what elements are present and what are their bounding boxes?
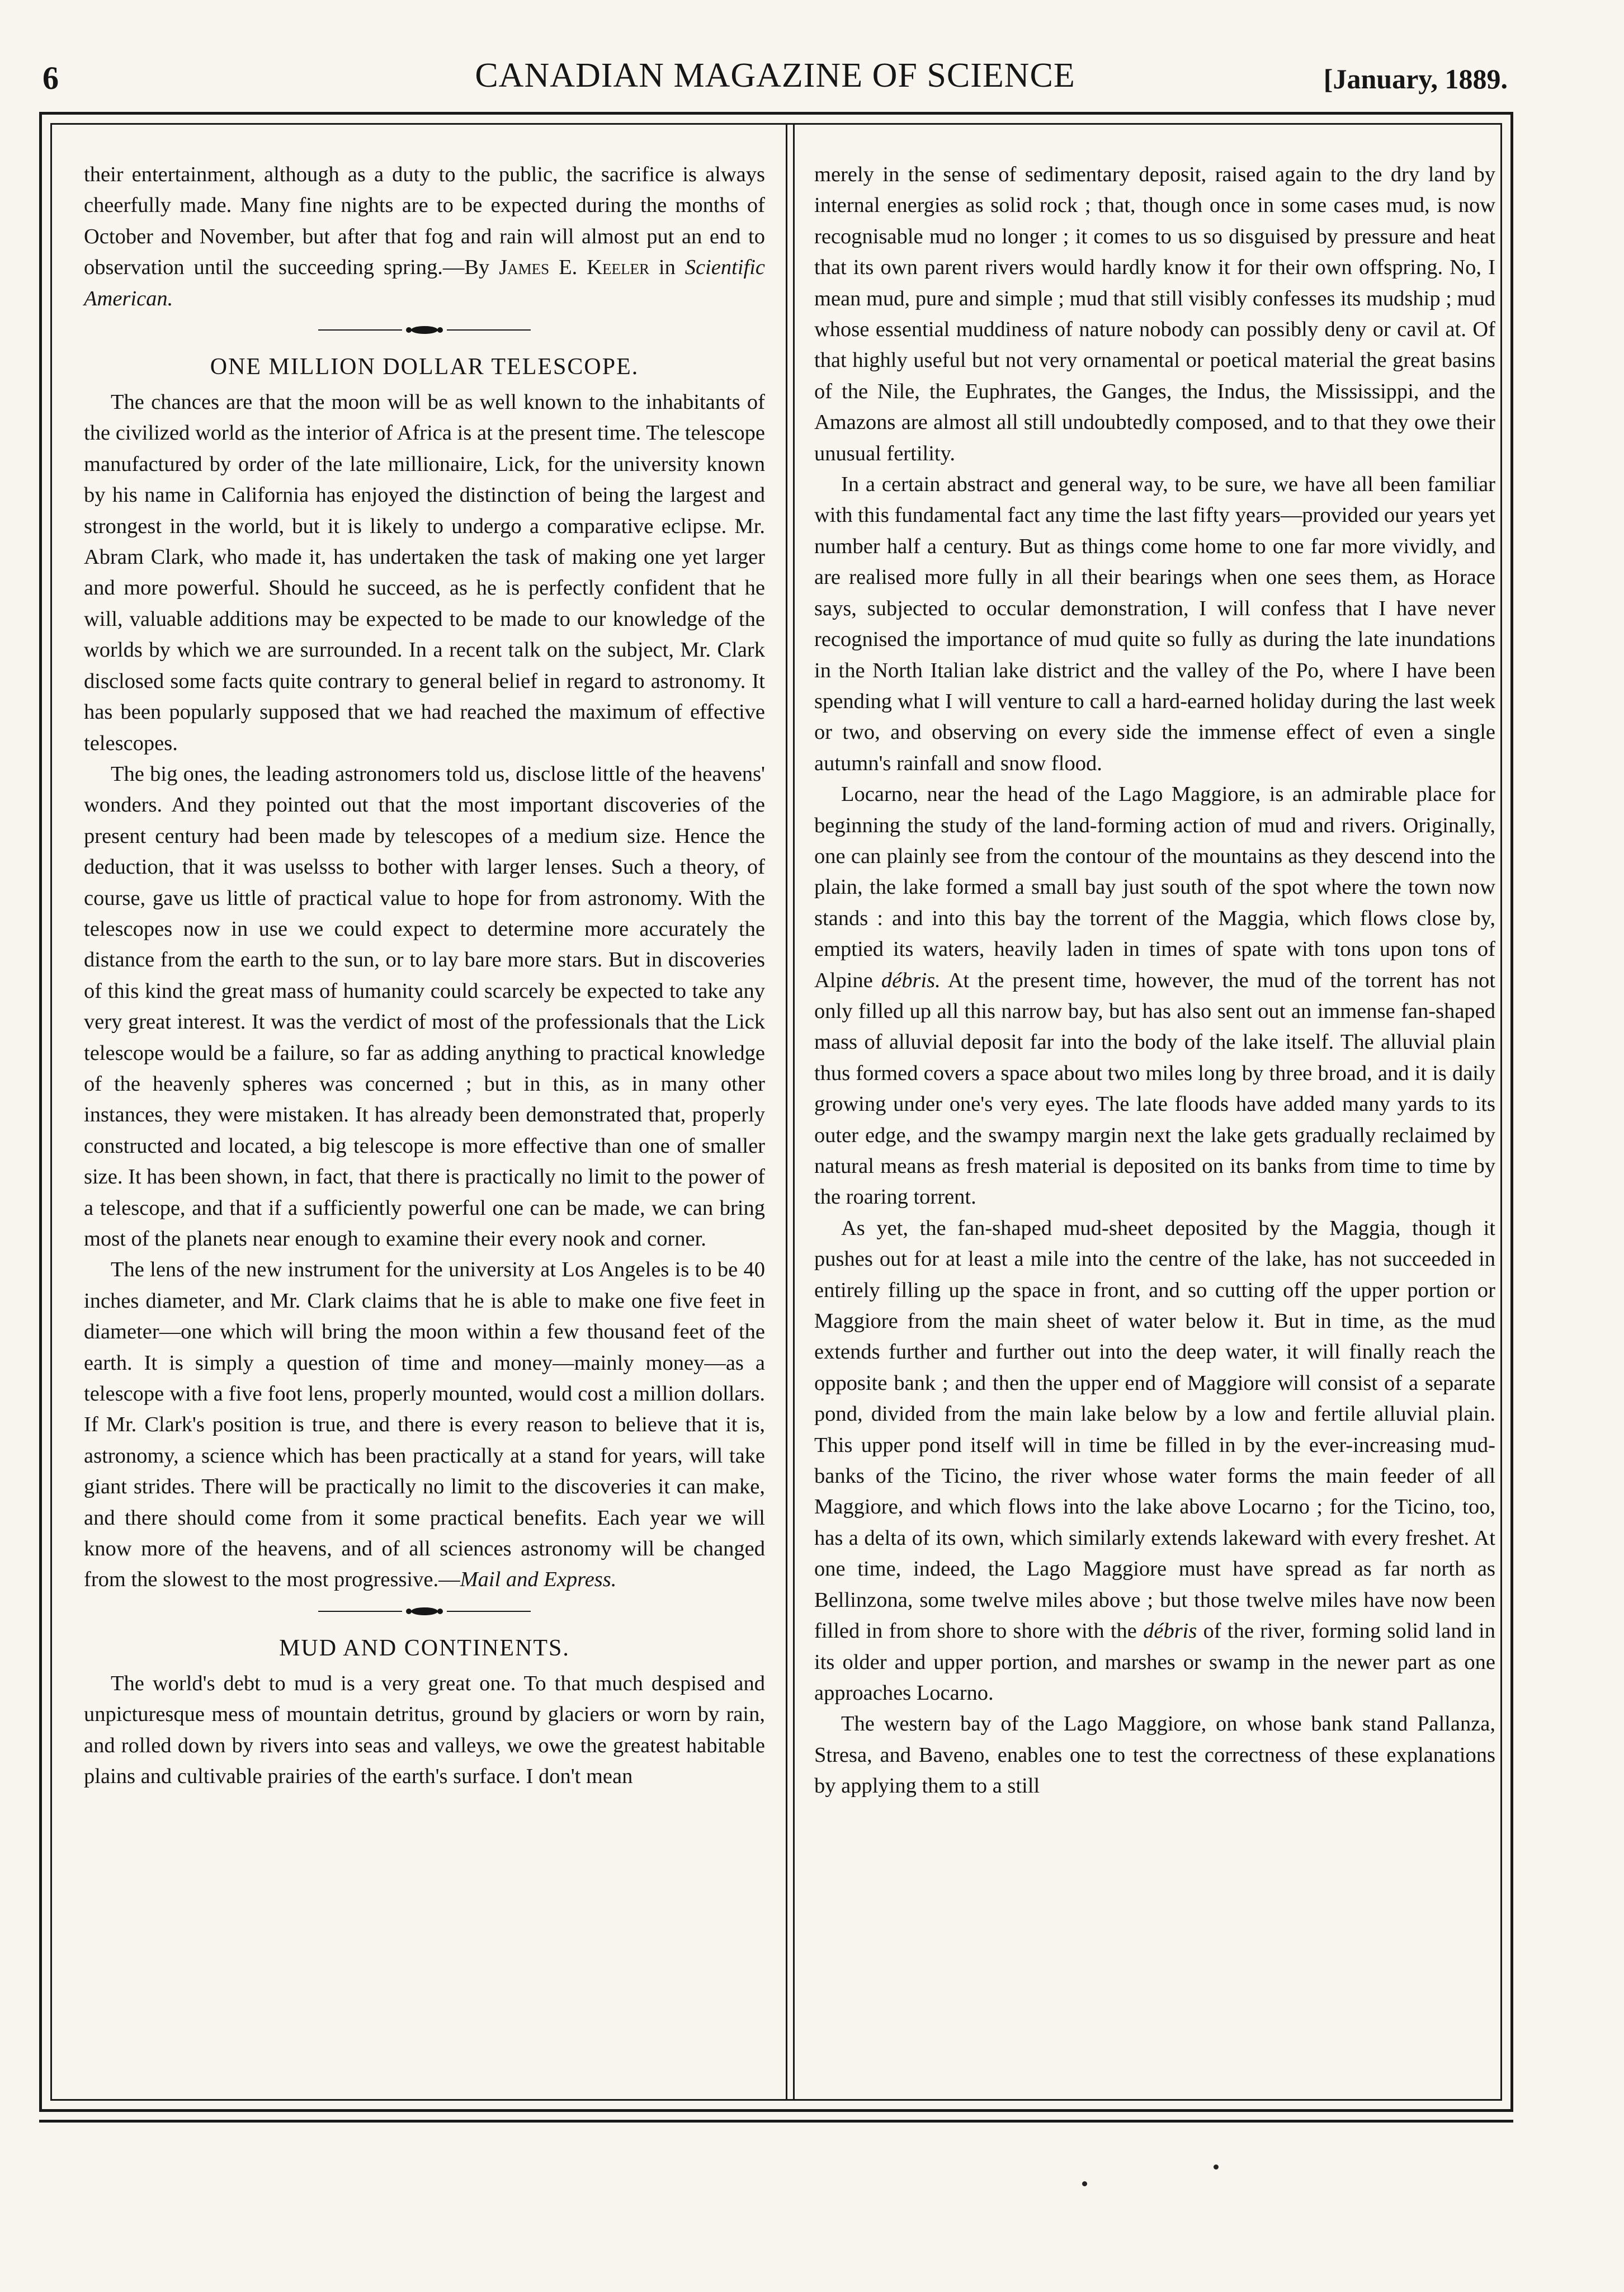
mud-opening-paragraph: The world's debt to mud is a very great one. To that much despised and unpicturesque mess of mountain detritus, ground by glaciers or worn by rain, and rolled down by rivers into seas and valleys, we owe the greatest habitable plains and cultivable prairies of the earth's surface. I don't mean: [84, 1671, 765, 1789]
intro-paragraph: [84, 159, 765, 314]
mud-paragraph: merely in the sense of sedimentary deposit, raised again to the dry land by internal energies as solid rock ; that, though once in some cases mud, is now recognisable mud no longer ; it comes to us so disguised by pressure and heat that its own parent rivers would hardly know it for their own offspring. No, I mean mud, pure and simple ; mud that still visibly confesses its mudship ; mud whose essential muddiness of nature nobody can possibly deny or cavil at. Of that highly useful but not very ornamental or poetical material the great basins of the Nile, the Euphrates, the Ganges, the Indus, the Mississippi, and the Amazons are almost all still undoubtedly composed, and to that they owe their unusual fertility.: [814, 163, 1495, 465]
ornament-rule: [84, 314, 765, 346]
italic-term: débris.: [881, 968, 941, 992]
page-border-bottom-rule: [39, 2120, 1513, 2123]
locarno-paragraph: [814, 779, 1495, 1213]
telescope-paragraph: The big ones, the leading astronomers told us, disclose little of the heavens' wonders. And they pointed out that the most important discoveries of the present century had been made by telescopes of a medium size. Hence the deduction, that it was uselsss to bother with larger lenses. Such a theory, of course, gave us little of practical value to hope for from astronomy. With the telescopes now in use we could expect to determine more accurately the distance from the earth to the sun, or to lay bare more stars. But in discoveries of this kind the great mass of humanity could scarcely be expected to take any very great interest. It was the verdict of most of the professionals that the Lick telescope would be a failure, so far as adding anything to practical knowledge of the heavenly spheres was concerned ; but in this, as in many other instances, they were mistaken. It has already been demonstrated that, properly constructed and located, a big telescope is more effective than one of smaller size. It has been shown, in fact, that there is practically no limit to the power of a telescope, and that if a sufficiently powerful one can be made, we can bring most of the planets near enough to examine their every nook and corner.: [84, 762, 765, 1251]
scroll-ornament-icon: [313, 1606, 536, 1617]
closing-paragraph: The western bay of the Lago Maggiore, on whose bank stand Pallanza, Stresa, and Baveno, enables one to test the correctness of these explanations by applying them to a still: [814, 1712, 1495, 1798]
intro-text: their entertainment, although as a duty to the public, the sacrifice is always cheerfully made. Many fine nights are to be expected during the months of October and November, but after that fog and rain will almost put an end to observation until the succeeding spring.—By: [84, 163, 765, 280]
issue-date: [January, 1889.: [1323, 63, 1508, 95]
running-head: [43, 54, 1508, 104]
column-divider: [793, 124, 795, 2100]
fan-text-cont: of the river, forming solid land in its older and upper portion, and marshes or swamp in the newer part as one approaches Locarno.: [814, 1619, 1495, 1705]
journal-title: CANADIAN MAGAZINE OF SCIENCE: [475, 56, 1075, 95]
telescope-paragraph-last: [84, 1255, 765, 1595]
in-word: in: [649, 256, 685, 280]
left-column: [84, 159, 765, 1793]
telescope-last-text: The lens of the new instrument for the university at Los Angeles is to be 40 inches diameter, and Mr. Clark claims that he is able to make one five feet in diameter—one which will bring the moon within a few thousand feet of the earth. It is simply a question of time and money—mainly money—as a telescope with a five foot lens, properly mounted, would cost a million dollars. If Mr. Clark's position is true, and there is every reason to believe that it is, astronomy, a science which has been practically at a stand for years, will take giant strides. There will be practically no limit to the discoveries it can make, and there should come from it some practical benefits. Each year we will know more of the heavens, and of all sciences astronomy will be changed from the slowest to the most progressive.—: [84, 1258, 765, 1592]
locarno-text-cont: At the present time, however, the mud of the torrent has not only filled up all this narrow bay, but has also sent out an immense fan-shaped mass of alluvial deposit far into the body of the lake itself. The alluvial plain thus formed covers a space about two miles long by three broad, and it is daily growing under one's very eyes. The late floods have added many yards to its outer edge, and the swampy margin next the lake gets gradually reclaimed by natural means as fresh material is deposited on its banks from time to time by the roaring torrent.: [814, 968, 1495, 1209]
source-citation: Mail and Express.: [460, 1568, 617, 1592]
scroll-ornament-icon: [313, 324, 536, 336]
telescope-paragraph: The chances are that the moon will be as well known to the inhabitants of the civilized world as the interior of Africa is at the present time. The telescope manufactured by order of the late millionaire, Lick, for the university known by his name in California has enjoyed the distinction of being the largest and strongest in the world, but it is likely to undergo a comparative eclipse. Mr. Abram Clark, who made it, has undertaken the task of making one yet larger and more powerful. Should he succeed, as he is perfectly confident that he will, valuable additions may be expected to be made to our knowledge of the worlds by which we are surrounded. In a recent talk on the subject, Mr. Clark disclosed some facts quite contrary to general belief in regard to astronomy. It has been popularly supposed that we had reached the maximum of effective telescopes.: [84, 390, 765, 755]
article-heading-telescope: ONE MILLION DOLLAR TELESCOPE.: [210, 354, 639, 380]
article-heading-mud: MUD AND CONTINENTS.: [279, 1635, 570, 1661]
ornament-rule: [84, 1596, 765, 1627]
mud-paragraph: In a certain abstract and general way, to be sure, we have all been familiar with this fundamental fact any time the last fifty years—provided our years yet number half a century. But as things come home to one far more vividly, and are realised more fully in all their bearings when one sees them, as Horace says, subjected to occular demonstration, I will confess that I have never recognised the importance of mud quite so fully as during the late inundations in the North Italian lake district and the valley of the Po, where I have been spending what I will venture to call a hard-earned holiday during the last week or two, and observing on every side the immense effect of even a single autumn's rainfall and snow flood.: [814, 473, 1495, 775]
fan-text: As yet, the fan-shaped mud-sheet deposited by the Maggia, though it pushes out for at least a mile into the centre of the lake, has not succeeded in entirely filling up the space in front, and so cutting off the upper portion or Maggiore from the main sheet of water below it. But in time, as the mud extends further and further out into the deep water, it will finally reach the opposite bank ; and then the upper end of Maggiore will consist of a separate pond, divided from the main lake below by a low and fertile alluvial plain. This upper pond itself will in time be filled in by the ever-increasing mud-banks of the Ticino, the river whose water forms the main feeder of all Maggiore, and which flows into the lake above Locarno ; for the Ticino, too, has a delta of its own, which similarly extends lakeward with every freshet. At one time, indeed, the Lago Maggiore must have spread as far north as Bellinzona, some twelve miles above ; but those twelve miles have now been filled in from shore to shore with the: [814, 1216, 1495, 1643]
fan-paragraph: [814, 1213, 1495, 1709]
italic-term: débris: [1143, 1619, 1197, 1643]
right-column: [814, 159, 1495, 1802]
locarno-text: Locarno, near the head of the Lago Maggiore, is an admirable place for beginning the study of the land-forming action of mud and rivers. Originally, one can plainly see from the contour of the mountains as they descend into the plain, the lake formed a small bay just south of the spot where the town now stands : and into this bay the torrent of the Maggia, which flows close by, emptied its waters, heavily laden in times of spate with tons upon tons of Alpine: [814, 782, 1495, 992]
source-citation: Scientific American.: [84, 256, 765, 310]
page-number: 6: [43, 60, 59, 96]
column-divider: [786, 124, 787, 2100]
author-name: James E. Keeler: [499, 256, 649, 280]
